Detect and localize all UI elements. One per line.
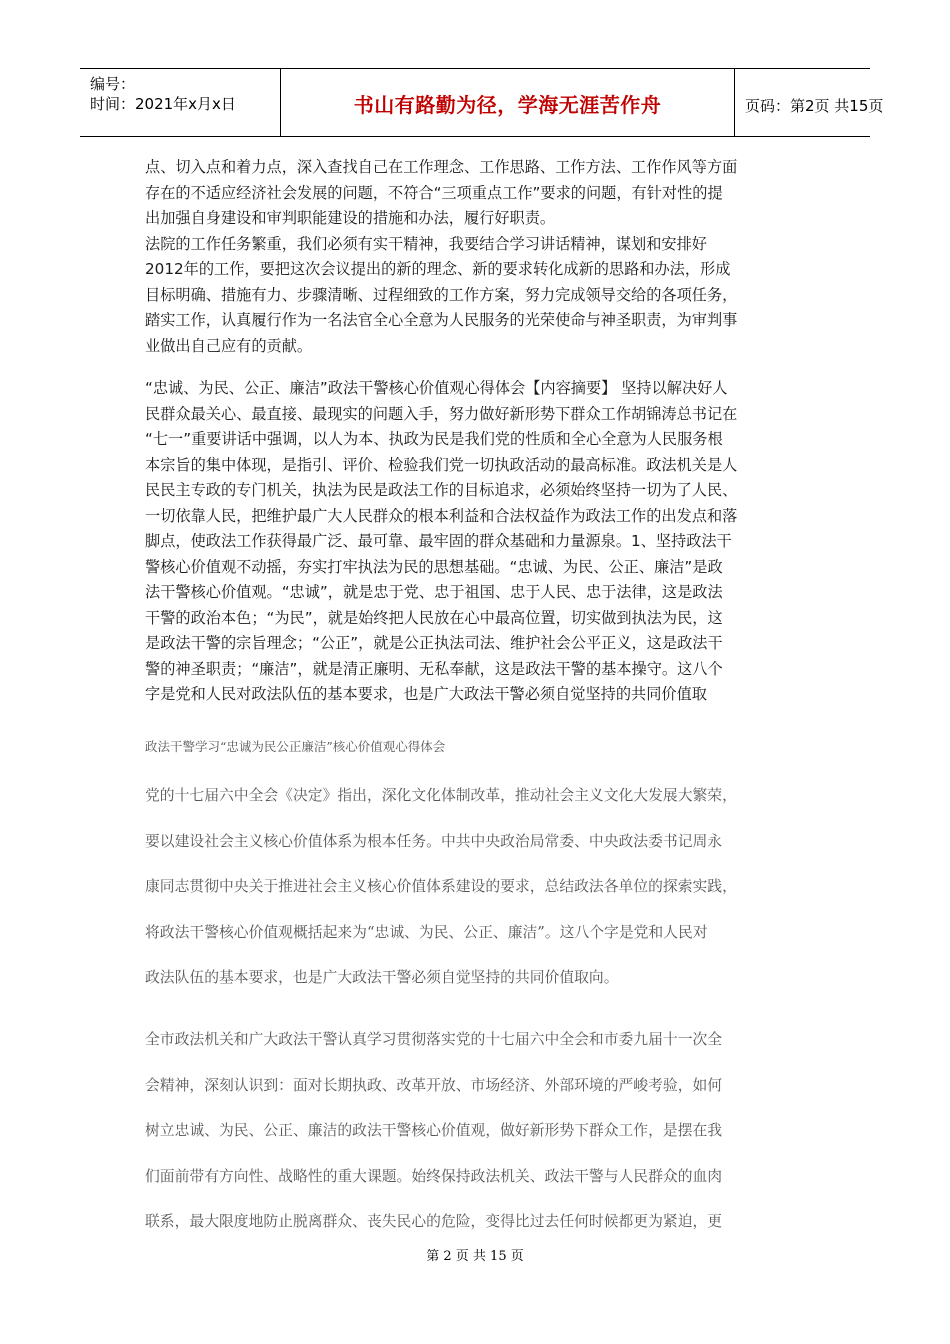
paragraph-block-1	[145, 155, 810, 359]
page-header	[80, 68, 884, 137]
document-date-label: 时间：2021年x月x日	[90, 95, 236, 113]
text-line: 法院的工作任务繁重，我们必须有实干精神，我要结合学习讲话精神，谋划和安排好	[145, 234, 707, 253]
text-line: 全市政法机关和广大政法干警认真学习贯彻落实党的十七届六中全会和市委九届十一次全	[145, 1031, 723, 1048]
text-line: 脚点，使政法工作获得最广泛、最可靠、最牢固的群众基础和力量源泉。1、坚持政法干	[145, 532, 732, 550]
text-line: “忠诚、为民、公正、廉洁”政法干警核心价值观心得体会【内容摘要】 坚持以解决好人	[145, 379, 728, 397]
text-line: 会精神，深刻认识到：面对长期执政、改革开放、市场经济、外部环境的严峻考验，如何	[145, 1076, 723, 1094]
paragraph-block-3	[145, 773, 810, 1001]
text-line: 民民主专政的专门机关，执法为民是政法工作的目标追求，必须始终坚持一切为了人民、	[145, 481, 738, 499]
header-page-info: 页码：第2页 共15页	[745, 97, 884, 115]
text-line: “七一”重要讲话中强调，以人为本、执政为民是我们党的性质和全心全意为人民服务根	[145, 430, 723, 448]
text-line: 目标明确、措施有力、步骤清晰、过程细致的工作方案，努力完成领导交给的各项任务，	[145, 285, 738, 304]
header-page-cell	[735, 69, 884, 136]
text-line: 将政法干警核心价值观概括起来为“忠诚、为民、公正、廉洁”。这八个字是党和人民对	[145, 923, 708, 941]
text-line: 法干警核心价值观。“忠诚”，就是忠于党、忠于祖国、忠于人民、忠于法律，这是政法	[145, 583, 723, 601]
text-line: 警核心价值观不动摇，夯实打牢执法为民的思想基础。“忠诚、为民、公正、廉洁”是政	[145, 557, 723, 576]
text-line: 树立忠诚、为民、公正、廉洁的政法干警核心价值观，做好新形势下群众工作，是摆在我	[145, 1122, 723, 1140]
text-line: 康同志贯彻中央关于推进社会主义核心价值体系建设的要求，总结政法各单位的探索实践，	[145, 878, 737, 896]
text-line: 字是党和人民对政法队伍的基本要求，也是广大政法干警必须自觉坚持的共同价值取	[145, 685, 707, 703]
paragraph-block-4	[145, 1017, 810, 1245]
text-line: 本宗旨的集中体现，是指引、评价、检验我们党一切执政活动的最高标准。政法机关是人	[145, 455, 738, 474]
header-meta-cell	[80, 69, 281, 136]
text-line: 要以建设社会主义核心价值体系为根本任务。中共中央政治局常委、中央政法委书记周永	[145, 832, 723, 850]
header-motto: 书山有路勤为径，学海无涯苦作舟	[353, 93, 662, 117]
text-line: 2012年的工作，要把这次会议提出的新的理念、新的要求转化成新的思路和办法，形成	[145, 260, 731, 278]
text-line: 们面前带有方向性、战略性的重大课题。始终保持政法机关、政法干警与人民群众的血肉	[145, 1167, 723, 1185]
text-line: 踏实工作，认真履行作为一名法官全心全意为人民服务的光荣使命与神圣职责，为审判事	[145, 311, 738, 329]
page-footer: 第 2 页 共 15 页	[426, 1249, 524, 1264]
text-line: 点、切入点和着力点，深入查找自己在工作理念、工作思路、工作方法、工作作风等方面	[145, 158, 738, 176]
header-motto-cell	[281, 69, 735, 136]
text-line: 出加强自身建设和审判职能建设的措施和办法，履行好职责。	[145, 209, 556, 227]
section-title: 政法干警学习“忠诚为民公正廉洁”核心价值观心得体会	[145, 739, 446, 754]
text-line: 业做出自己应有的贡献。	[145, 336, 313, 355]
document-number-label: 编号：	[90, 75, 136, 93]
text-line: 干警的政治本色；“为民”，就是始终把人民放在心中最高位置，切实做到执法为民，这	[145, 608, 723, 627]
text-line: 一切依靠人民，把维护最广大人民群众的根本利益和合法权益作为政法工作的出发点和落	[145, 506, 738, 525]
text-line: 联系，最大限度地防止脱离群众、丧失民心的危险，变得比过去任何时候都更为紧迫，更	[145, 1213, 723, 1231]
text-line: 民群众最关心、最直接、最现实的问题入手，努力做好新形势下群众工作胡锦涛总书记在	[145, 404, 738, 423]
paragraph-block-2	[145, 376, 810, 708]
text-line: 政法队伍的基本要求，也是广大政法干警必须自觉坚持的共同价值取向。	[145, 969, 619, 987]
text-line: 党的十七届六中全会《决定》指出，深化文化体制改革，推动社会主义文化大发展大繁荣，	[145, 787, 737, 804]
text-line: 存在的不适应经济社会发展的问题，不符合“三项重点工作”要求的问题，有针对性的提	[145, 183, 723, 202]
text-line: 警的神圣职责；“廉洁”，就是清正廉明、无私奉献，这是政法干警的基本操守。这八个	[145, 659, 723, 678]
text-line: 是政法干警的宗旨理念；“公正”，就是公正执法司法、维护社会公平正义，这是政法干	[145, 634, 723, 652]
